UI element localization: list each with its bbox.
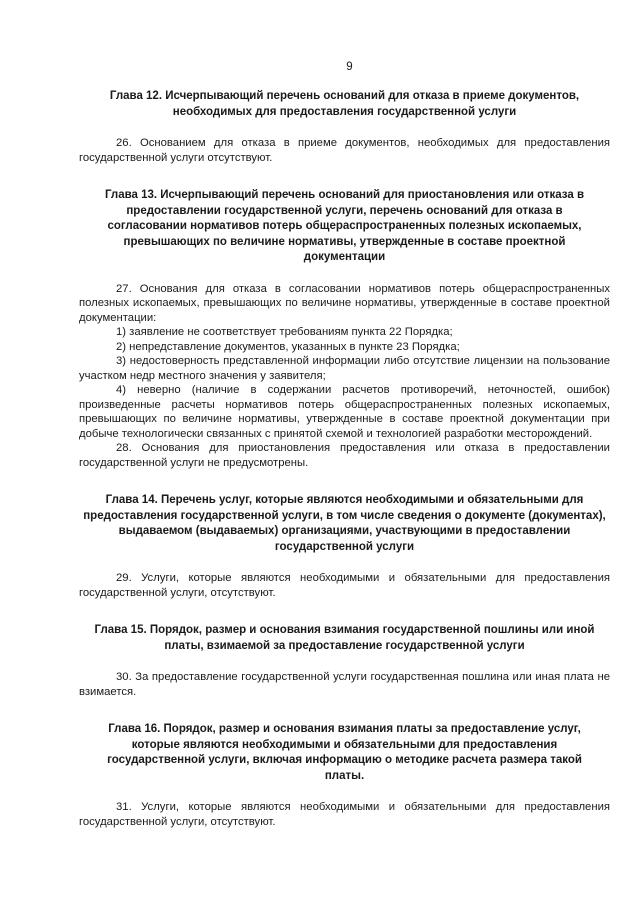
paragraph: 30. За предоставление государственной услуги государственная пошлина или иная плата не взимается. <box>79 671 610 698</box>
chapter-heading: Глава 13. Исчерпывающий перечень оснований для приостановления или отказа в предоставлении государственной услуги, перечень оснований для отказа в согласовании нормативов потерь общераспространенных полезных ископаемых, превышающих по величине нормативы, утвержденные в составе проектной документации <box>104 189 585 263</box>
list-item: 4) неверно (наличие в содержании расчетов противоречий, неточностей, ошибок) произведенные расчеты нормативов потерь общераспространенных полезных ископаемых, превышающих по величине нормативы, утвержденные в составе проектной документации при добыче технологически связанных с принятой схемой и технологией разработки месторождений. <box>79 384 610 440</box>
chapter-13 <box>79 188 610 470</box>
paragraph: 28. Основания для приостановления предоставления или отказа в предоставлении государственной услуги не предусмотрены. <box>79 442 610 469</box>
chapter-15 <box>79 623 610 699</box>
list-item: 2) непредставление документов, указанных в пункте 23 Порядка; <box>116 340 460 353</box>
chapter-heading: Глава 12. Исчерпывающий перечень оснований для отказа в приеме документов, необходимых для предоставления государственной услуги <box>109 90 580 118</box>
list-item: 1) заявление не соответствует требованиям пункта 22 Порядка; <box>116 326 453 338</box>
list-item: 3) недостоверность представленной информации либо отсутствие лицензии на пользование участком недр местного значения у заявителя; <box>79 355 610 382</box>
chapter-heading: Глава 15. Порядок, размер и основания взимания государственной пошлины или иной платы, взимаемой за предоставление государственной услуги <box>94 624 595 652</box>
chapter-12 <box>79 89 610 165</box>
chapter-heading: Глава 16. Порядок, размер и основания взимания платы за предоставление услуг, которые являются необходимыми и обязательными для предоставления государственной услуги, включая информацию о методике расчета размера такой платы. <box>107 723 582 782</box>
chapter-16 <box>79 722 610 829</box>
chapter-heading: Глава 14. Перечень услуг, которые являются необходимыми и обязательными для предоставления государственной услуги, в том числе сведения о документе (документах), выдаваемом (выдаваемых) организациями, участвующими в предоставлении государственной услуги <box>83 494 606 553</box>
paragraph: 27. Основания для отказа в согласовании нормативов потерь общераспространенных полезных ископаемых, превышающих по величине нормативы, утвержденные в составе проектной документации: <box>79 282 610 324</box>
chapter-14 <box>79 493 610 600</box>
page-number: 9 <box>346 61 353 73</box>
paragraph: 26. Основанием для отказа в приеме документов, необходимых для предоставления государственной услуги отсутствуют. <box>79 137 610 164</box>
paragraph: 31. Услуги, которые являются необходимыми и обязательными для предоставления государственной услуги, отсутствуют. <box>79 801 610 828</box>
paragraph: 29. Услуги, которые являются необходимыми и обязательными для предоставления государственной услуги, отсутствуют. <box>79 572 610 599</box>
